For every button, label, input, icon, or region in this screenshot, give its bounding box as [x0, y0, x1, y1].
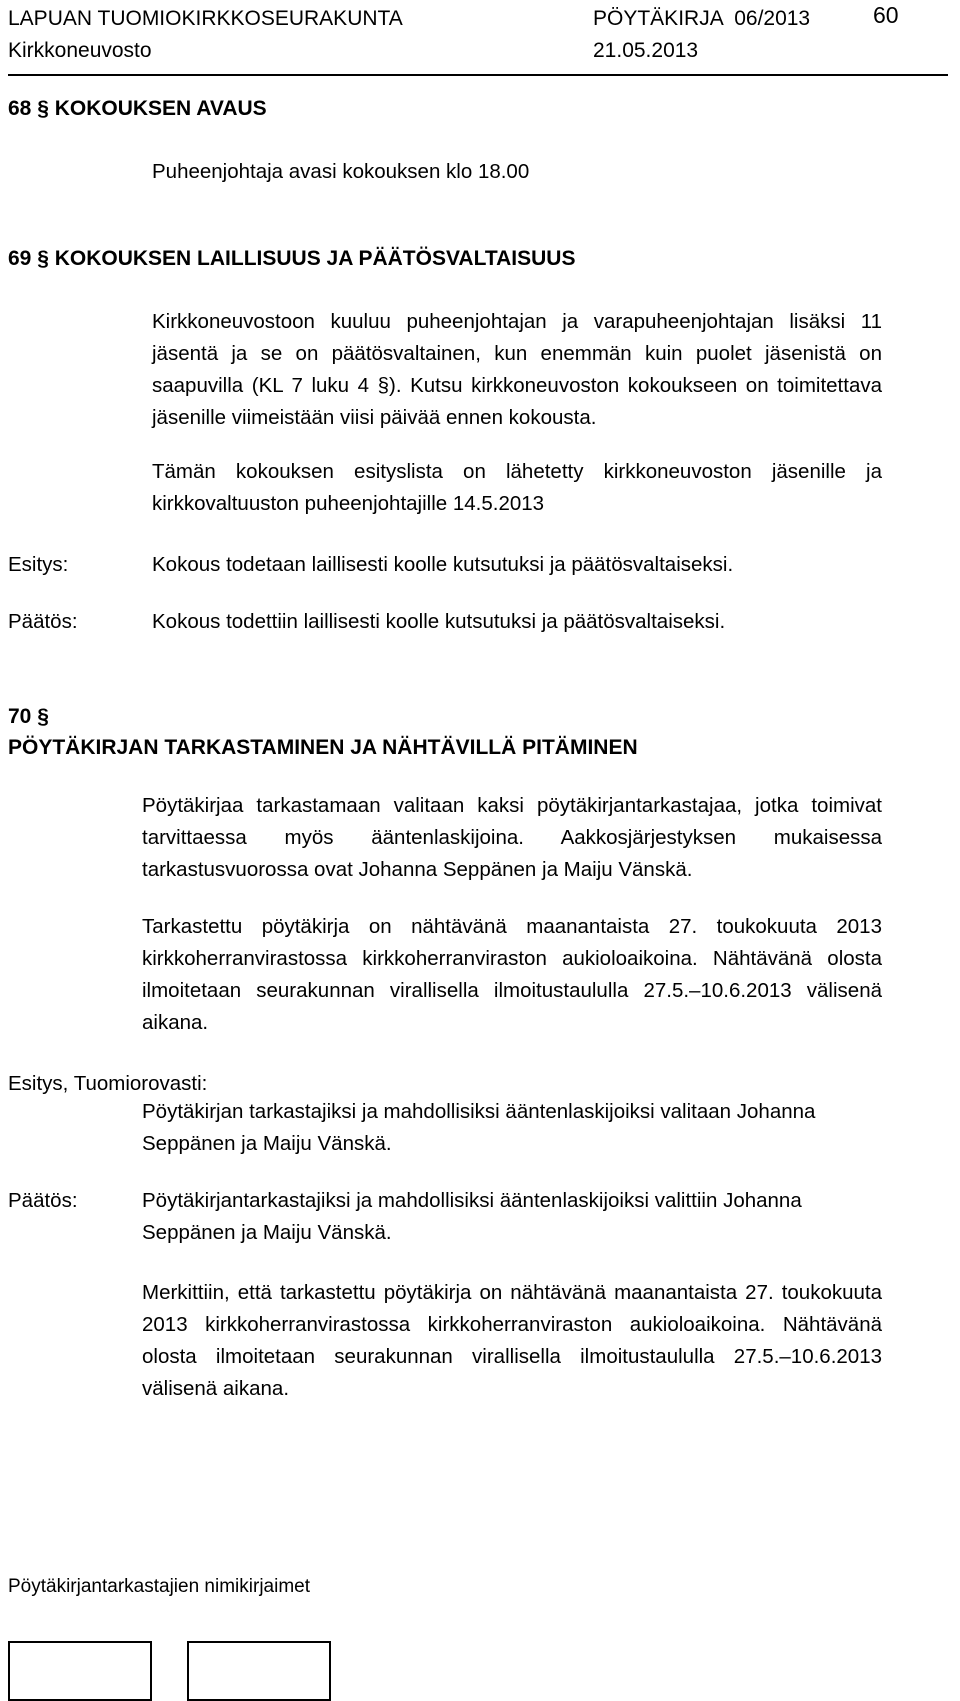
meeting-date: 21.05.2013	[593, 39, 699, 62]
signature-box-1	[8, 1641, 152, 1701]
page-header	[8, 2, 948, 76]
section-70-note: Merkittiin, että tarkastettu pöytäkirja on nähtävänä maanantaista 27. toukokuuta 2013 kirkkoherranvirastossa kirkkoherranviraston aukioloaikoina. Nähtävänä olosta ilmoitetaan seurakunnan virallisella ilmoitustaululla 27.5.–10.6.2013 välisenä aikana.	[142, 1281, 882, 1400]
section-70-heading: PÖYTÄKIRJAN TARKASTAMINEN JA NÄHTÄVILLÄ PITÄMINEN	[8, 736, 638, 759]
signature-box-2	[187, 1641, 331, 1701]
organization-name: LAPUAN TUOMIOKIRKKOSEURAKUNTA	[8, 7, 403, 30]
section-69-heading: 69 § KOKOUKSEN LAILLISUUS JA PÄÄTÖSVALTAISUUS	[8, 247, 576, 270]
section-70-decision-label: Päätös:	[8, 1189, 78, 1212]
section-70-paragraph-1: Pöytäkirjaa tarkastamaan valitaan kaksi pöytäkirjantarkastajaa, jotka toimivat tarvittaessa myös ääntenlaskijoina. Aakkosjärjestyksen mukaisessa tarkastusvuorossa ovat Johanna Seppänen ja Maiju Vänskä.	[142, 794, 882, 881]
section-69-paragraph-2: Tämän kokouksen esityslista on lähetetty kirkkoneuvoston jäsenille ja kirkkovaltuuston puheenjohtajille 14.5.2013	[152, 460, 882, 515]
section-70-number: 70 §	[8, 705, 49, 728]
section-69-decision-text: Kokous todettiin laillisesti koolle kutsutuksi ja päätösvaltaiseksi.	[152, 610, 726, 633]
section-69-decision-label: Päätös:	[8, 610, 78, 633]
section-68-heading: 68 § KOKOUKSEN AVAUS	[8, 97, 267, 120]
page-number: 60	[873, 2, 899, 28]
section-68-text: Puheenjohtaja avasi kokouksen klo 18.00	[152, 160, 530, 183]
signatures-caption: Pöytäkirjantarkastajien nimikirjaimet	[8, 1576, 310, 1597]
section-70-paragraph-2: Tarkastettu pöytäkirja on nähtävänä maanantaista 27. toukokuuta 2013 kirkkoherranvirastossa kirkkoherranviraston aukioloaikoina. Nähtävänä olosta ilmoitetaan seurakunnan virallisella ilmoitustaululla 27.5.–10.6.2013 välisenä aikana.	[142, 915, 882, 1034]
section-70-decision-text: Pöytäkirjantarkastajiksi ja mahdollisiksi ääntenlaskijoiksi valittiin Johanna Seppänen ja Maiju Vänskä.	[142, 1189, 802, 1244]
section-69-proposal-text: Kokous todetaan laillisesti koolle kutsutuksi ja päätösvaltaiseksi.	[152, 553, 734, 576]
document-type: PÖYTÄKIRJA 06/2013	[593, 7, 811, 30]
section-70-proposal-label: Esitys, Tuomiorovasti:	[8, 1072, 208, 1095]
section-69-proposal-label: Esitys:	[8, 553, 69, 576]
governing-body: Kirkkoneuvosto	[8, 39, 152, 62]
section-70-proposal-text: Pöytäkirjan tarkastajiksi ja mahdollisiksi ääntenlaskijoiksi valitaan Johanna Seppänen ja Maiju Vänskä.	[142, 1100, 816, 1155]
section-69-paragraph-1: Kirkkoneuvostoon kuuluu puheenjohtajan ja varapuheenjohtajan lisäksi 11 jäsentä ja se on päätösvaltainen, kun enemmän kuin puolet jäsenistä on saapuvilla (KL 7 luku 4 §). Kutsu kirkkoneuvoston kokoukseen on toimitettava jäsenille viimeistään viisi päivää ennen kokousta.	[152, 310, 882, 429]
